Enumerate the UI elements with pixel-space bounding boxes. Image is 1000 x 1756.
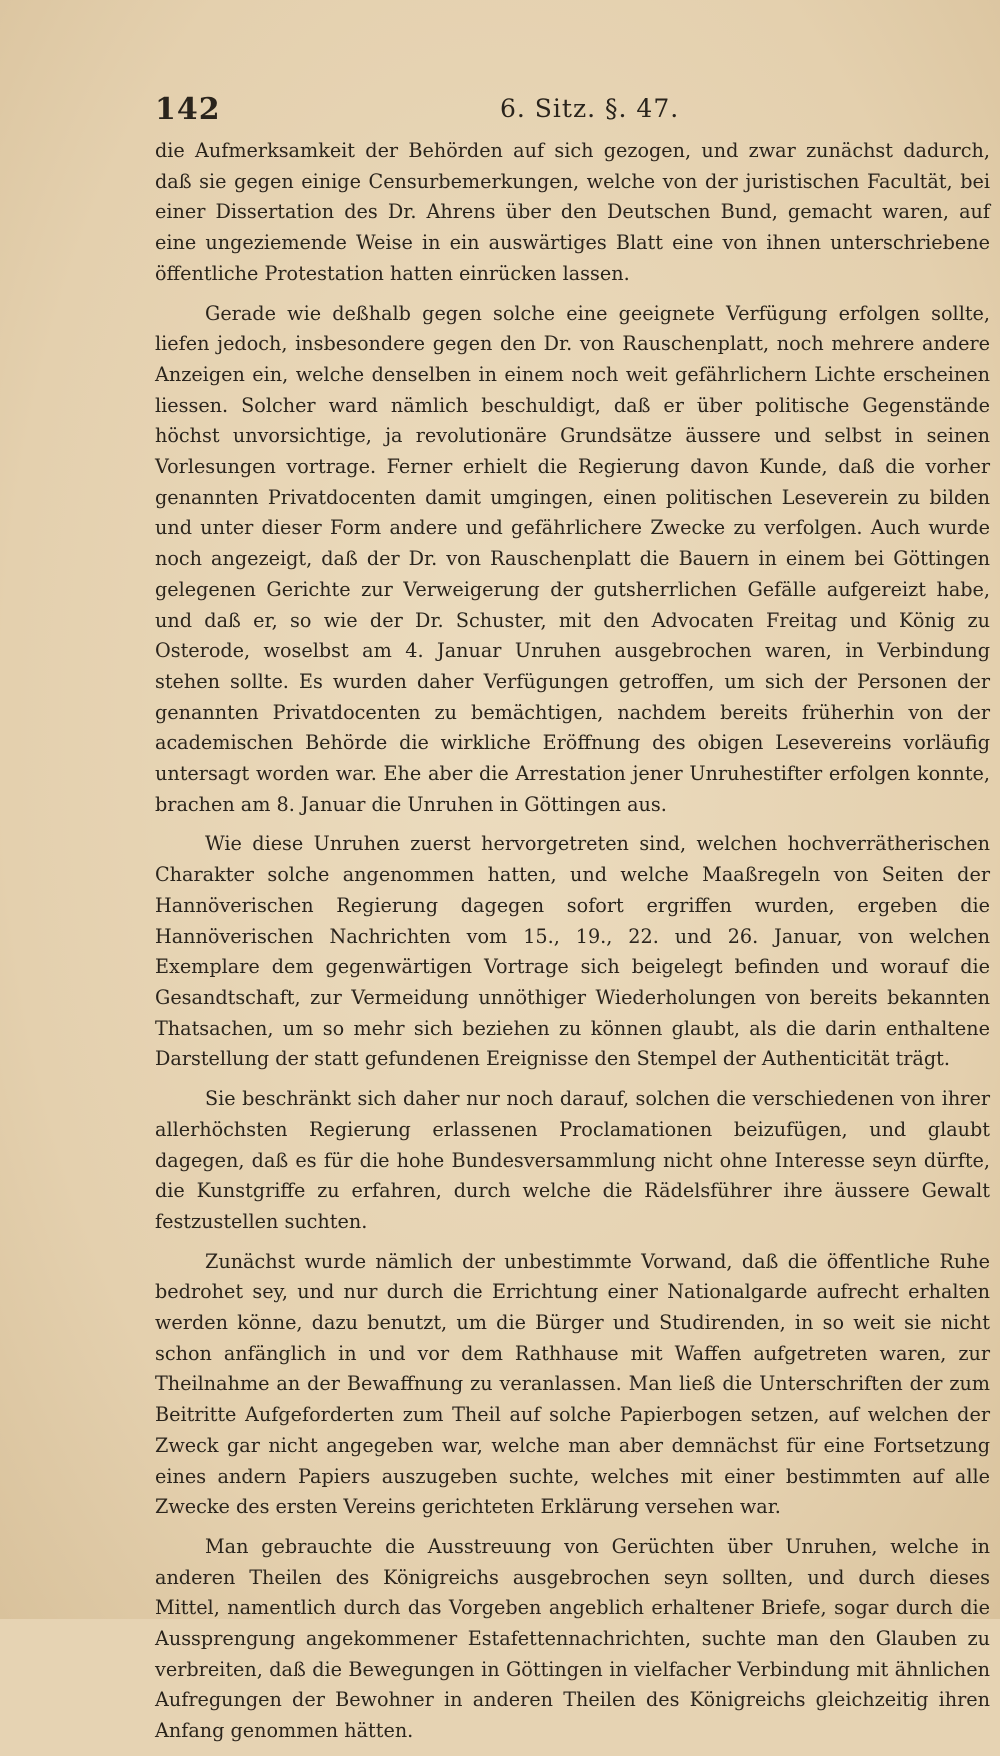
- page-number: 142: [155, 92, 221, 127]
- paragraph-4: Sie beschränkt sich daher nur noch darauf, solchen die verschiedenen von ihrer allerhöchsten Regierung erlassenen Proclamationen beizufügen, und glaubt dagegen, daß es für die hohe Bundesversammlung nicht ohne Interesse seyn dürfte, die Kunstgriffe zu erfahren, durch welche die Rädelsführer ihre äussere Gewalt festzustellen suchten.: [155, 1087, 990, 1233]
- paragraph-1: die Aufmerksamkeit der Behörden auf sich gezogen, und zwar zunächst dadurch, daß sie gegen einige Censurbemerkungen, welche von der juristischen Facultät, bei einer Dissertation des Dr. Ahrens über den Deutschen Bund, gemacht waren, auf eine ungeziemende Weise in ein auswärtiges Blatt eine von ihnen unterschriebene öffentliche Protestation hatten einrücken lassen.: [155, 139, 990, 285]
- paragraph-3: Wie diese Unruhen zuerst hervorgetreten sind, welchen hochverrätherischen Charakter solche angenommen hatten, und welche Maaßregeln von Seiten der Hannöverischen Regierung dagegen sofort ergriffen wurden, ergeben die Hannöverischen Nachrichten vom 15., 19., 22. und 26. Januar, von welchen Exemplare dem gegenwärtigen Vortrage sich beigelegt befinden und worauf die Gesandtschaft, zur Vermeidung unnöthiger Wiederholungen von bereits bekannten Thatsachen, um so mehr sich beziehen zu können glaubt, als die darin enthaltene Darstellung der statt gefundenen Ereignisse den Stempel der Authenticität trägt.: [155, 832, 990, 1071]
- paragraph-5: Zunächst wurde nämlich der unbestimmte Vorwand, daß die öffentliche Ruhe bedrohet sey, und nur durch die Errichtung einer Nationalgarde aufrecht erhalten werden könne, dazu benutzt, um die Bürger und Studirenden, in so weit sie nicht schon anfänglich in und vor dem Rathhause mit Waffen aufgetreten waren, zur Theilnahme an der Bewaffnung zu veranlassen. Man ließ die Unterschriften der zum Beitritte Aufgeforderten zum Theil auf solche Papierbogen setzen, auf welchen der Zweck gar nicht angegeben war, welche man aber demnächst für eine Fortsetzung eines andern Papiers auszugeben suchte, welches mit einer bestimmten auf alle Zwecke des ersten Vereins gerichteten Erklärung versehen war.: [155, 1249, 990, 1519]
- page-header: [155, 92, 950, 132]
- running-head: 6. Sitz. §. 47.: [500, 94, 680, 123]
- paragraph-6: Man gebrauchte die Ausstreuung von Gerüchten über Unruhen, welche in anderen Theilen des Königreichs ausgebrochen seyn sollten, und durch dieses Mittel, namentlich durch das Vorgeben angeblich erhaltener Briefe, sogar durch die Aussprengung angekommener Estafettennachrichten, suchte man den Glauben zu verbreiten, daß die Bewegungen in Göttingen in vielfacher Verbindung mit ähnlichen Aufregungen der Bewohner in anderen Theilen des Königreichs gleichzeitig ihren Anfang genommen hätten.: [155, 1534, 990, 1743]
- paragraph-2: Gerade wie deßhalb gegen solche eine geeignete Verfügung erfolgen sollte, liefen jedoch, insbesondere gegen den Dr. von Rauschenplatt, noch mehrere andere Anzeigen ein, welche denselben in einem noch weit gefährlichern Lichte erscheinen liessen. Solcher ward nämlich beschuldigt, daß er über politische Gegenstände höchst unvorsichtige, ja revolutionäre Grundsätze äussere und selbst in seinen Vorlesungen vortrage. Ferner erhielt die Regierung davon Kunde, daß die vorher genannten Privatdocenten damit umgingen, einen politischen Leseverein zu bilden und unter dieser Form andere und gefährlichere Zwecke zu verfolgen. Auch wurde noch angezeigt, daß der Dr. von Rauschenplatt die Bauern in einem bei Göttingen gelegenen Gerichte zur Verweigerung der gutsherrlichen Gefälle aufgereizt habe, und daß er, so wie der Dr. Schuster, mit den Advocaten Freitag und König zu Osterode, woselbst am 4. Januar Unruhen ausgebrochen waren, in Verbindung stehen sollte. Es wurden daher Verfügungen getroffen, um sich der Personen der genannten Privatdocenten zu bemächtigen, nachdem bereits früherhin von der academischen Behörde die wirkliche Eröffnung des obigen Lesevereins vorläufig untersagt worden war. Ehe aber die Arrestation jener Unruhestifter erfolgen konnte, brachen am 8. Januar die Unruhen in Göttingen aus.: [155, 301, 990, 816]
- body-text: [155, 136, 990, 1756]
